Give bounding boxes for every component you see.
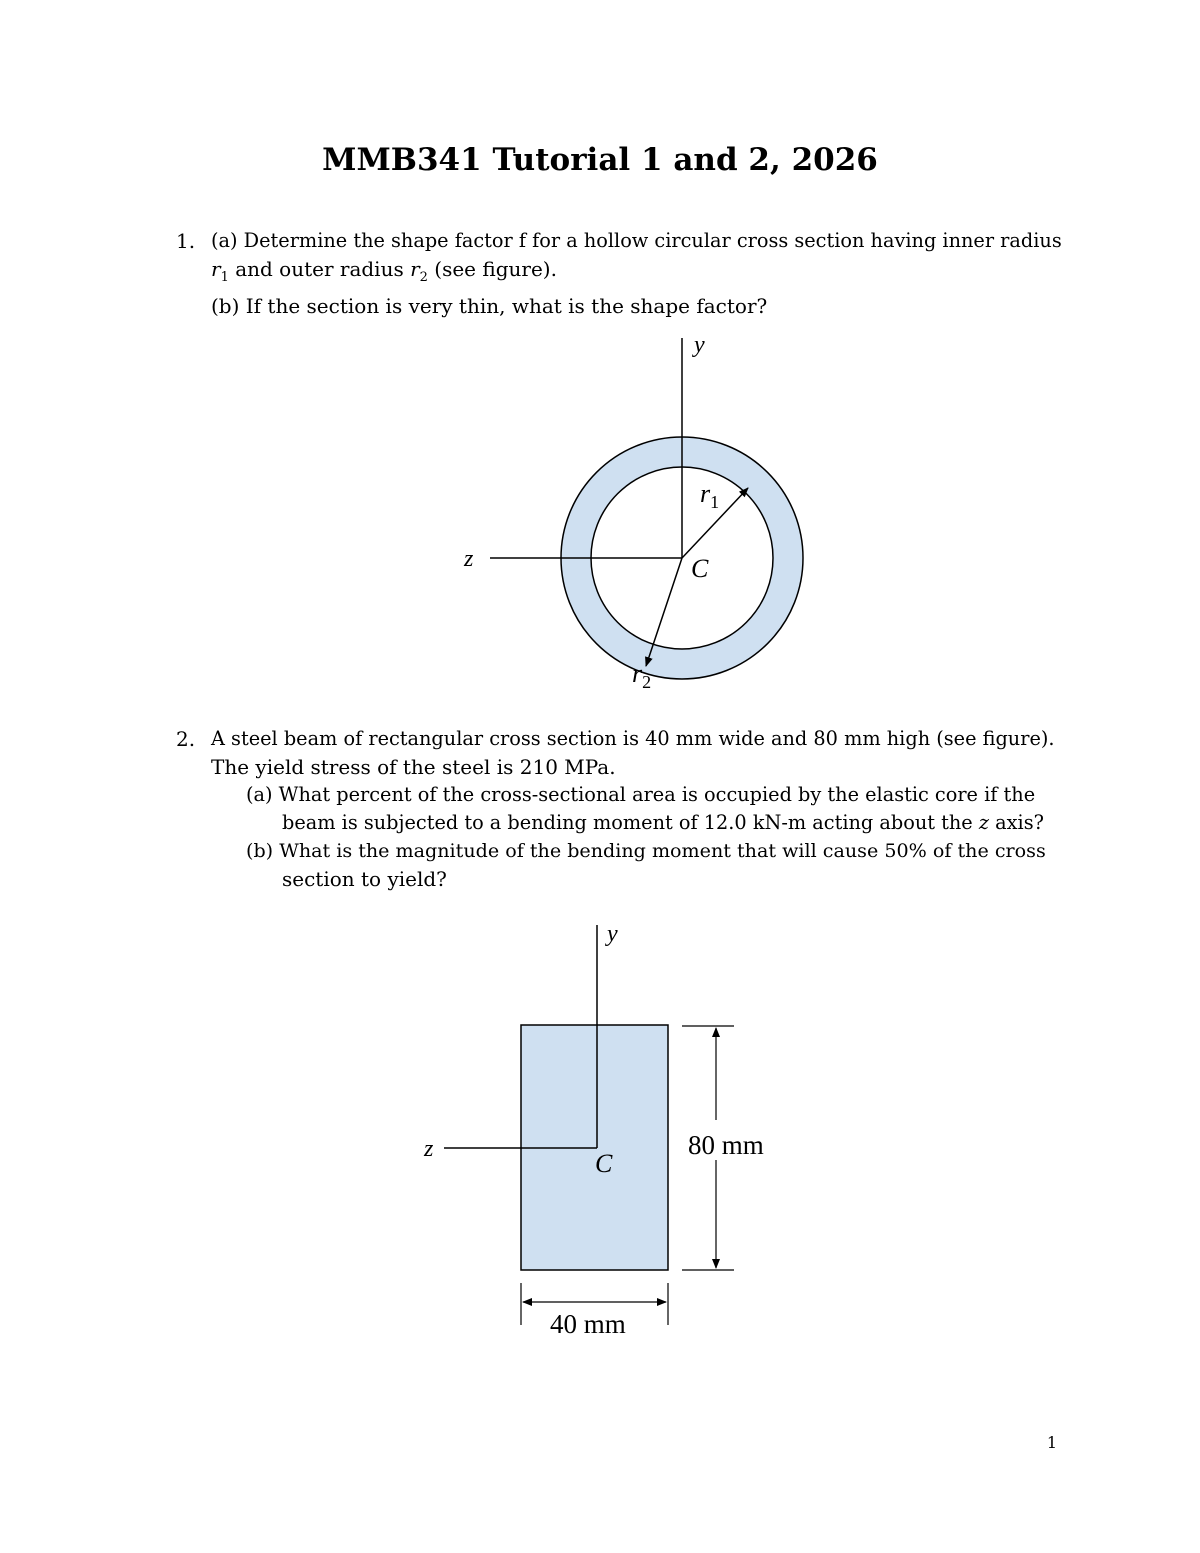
r2-subscript: 2 [419, 270, 428, 285]
q2-part-b-line2: section to yield? [282, 867, 447, 891]
q1-end-text: (see figure). [427, 257, 557, 281]
height-label: 80 mm [688, 1130, 764, 1160]
q1-part-b: (b) If the section is very thin, what is the shape factor? [211, 294, 768, 318]
q2-number: 2. [176, 727, 196, 751]
r1-label-sub: 1 [710, 492, 720, 512]
q1-part-a-line1: (a) Determine the shape factor f for a hollow circular cross section having inner radius [211, 229, 1062, 252]
q2-part-a-line2-start: beam is subjected to a bending moment of 12.0 kN-m acting about the [282, 811, 979, 834]
r2-label-sub: 2 [642, 672, 652, 692]
q2-part-a-line1: (a) What percent of the cross-sectional area is occupied by the elastic core if the [246, 783, 1036, 806]
y-axis-label: y [694, 332, 705, 358]
centroid-label: C [691, 554, 709, 583]
q2-text [211, 725, 1071, 781]
r1-subscript: 1 [220, 270, 229, 285]
q1-part-a-line2 [211, 255, 1071, 292]
r1-symbol: r [211, 257, 221, 281]
q2-part-a-line2-end: axis? [989, 811, 1044, 834]
q2-part-b-line1: (b) What is the magnitude of the bending moment that will cause 50% of the cross [246, 839, 1046, 862]
page-number: 1 [1046, 1433, 1057, 1452]
figure-rectangle [0, 915, 1200, 1355]
q2-part-a-line2 [282, 809, 1044, 837]
centroid-label: C [595, 1149, 613, 1178]
q1-number: 1. [176, 229, 196, 253]
q1-text [211, 227, 1071, 320]
figure-hollow-circle [0, 330, 1200, 710]
q2-line2: The yield stress of the steel is 210 MPa. [211, 755, 616, 779]
z-axis-label: z [464, 546, 474, 572]
r1-label-r: r [700, 479, 711, 508]
q1-mid-text: and outer radius [228, 257, 411, 281]
z-axis-label: z [424, 1136, 434, 1162]
r2-label-r: r [632, 659, 643, 688]
r2-symbol: r [410, 257, 420, 281]
z-symbol: z [978, 811, 990, 834]
width-label: 40 mm [550, 1309, 626, 1339]
q2-line1: A steel beam of rectangular cross section is 40 mm wide and 80 mm high (see figure). [211, 727, 1055, 750]
page-title: MMB341 Tutorial 1 and 2, 2026 [322, 142, 878, 178]
y-axis-label: y [607, 921, 618, 947]
